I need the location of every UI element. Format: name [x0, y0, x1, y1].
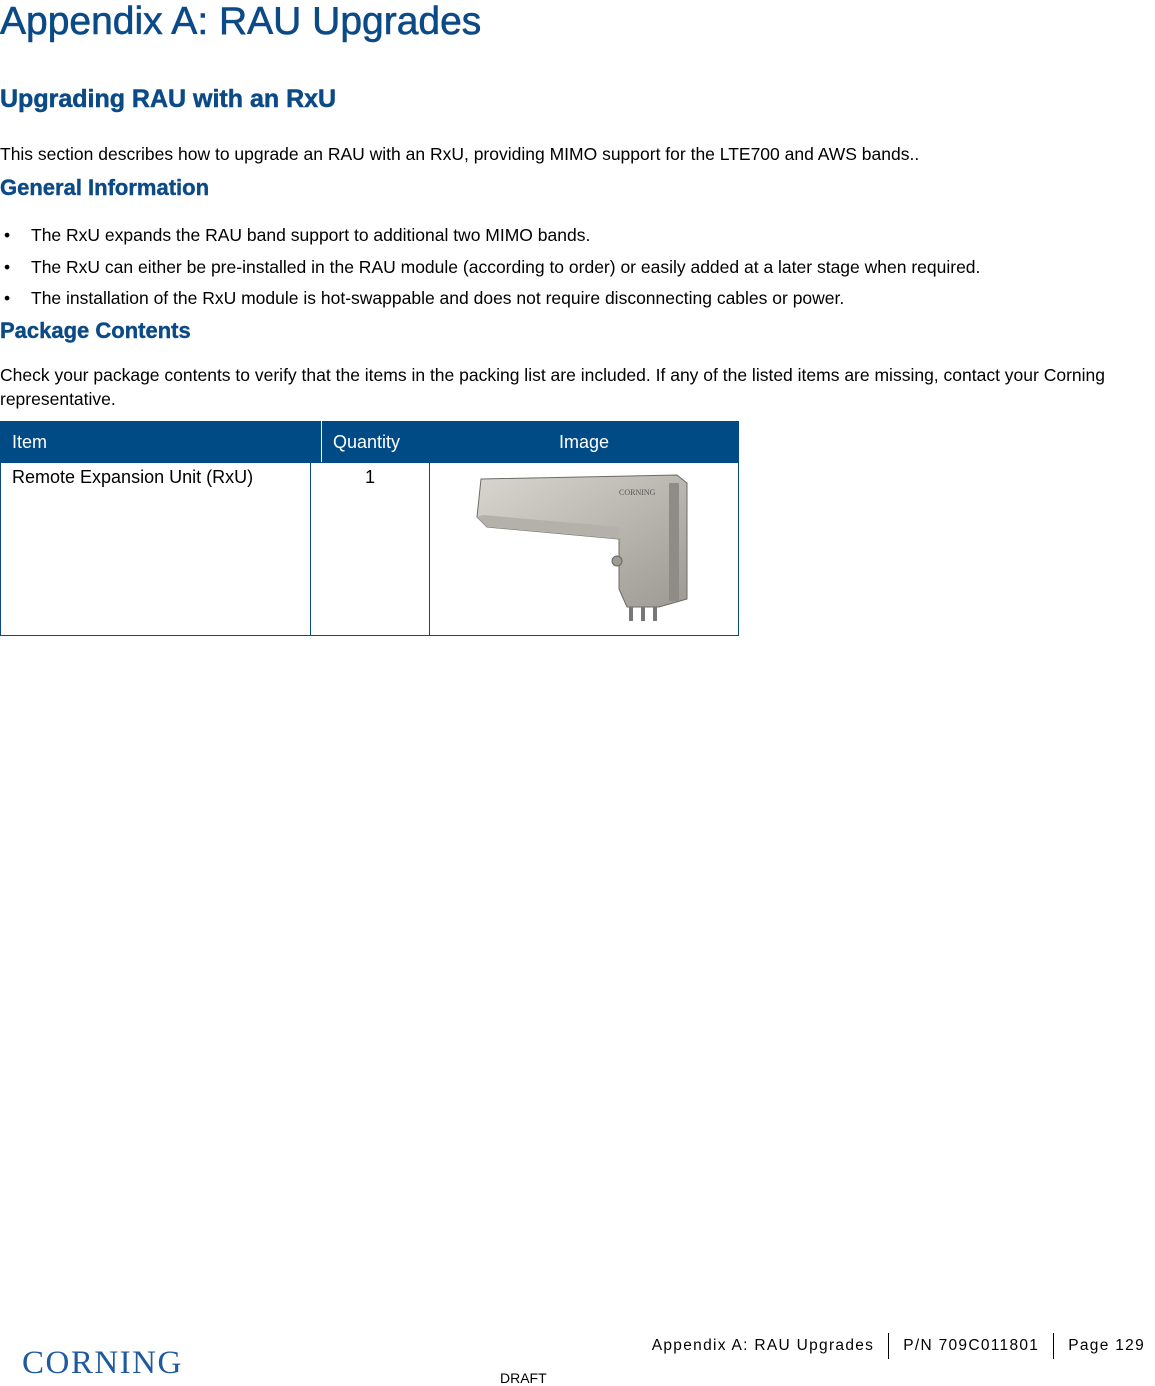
- table-row: [1, 463, 739, 636]
- bullet-icon: •: [4, 256, 11, 277]
- package-table: [0, 421, 739, 636]
- header-quantity: Quantity: [322, 422, 430, 463]
- cell-quantity: 1: [311, 463, 430, 636]
- bullet-icon: •: [4, 225, 11, 245]
- draft-label: DRAFT: [500, 1370, 547, 1386]
- list-item: • The RxU expands the RAU band support to additional two MIMO bands.: [0, 220, 980, 252]
- cell-item: Remote Expansion Unit (RxU): [1, 463, 311, 636]
- header-separator: [311, 422, 322, 463]
- general-bullet-list: [0, 220, 980, 315]
- header-image: Image: [430, 422, 739, 463]
- footer-section: Appendix A: RAU Upgrades: [651, 1337, 875, 1354]
- footer-part-number: P/N 709C011801: [903, 1337, 1040, 1354]
- intro-text: This section describes how to upgrade an RAU with an RxU, providing MIMO support for the LTE700 and AWS bands..: [0, 144, 920, 164]
- footer-divider: [1053, 1333, 1054, 1359]
- list-item: • The installation of the RxU module is hot-swappable and does not require disconnecting cables or power.: [0, 283, 980, 315]
- rxu-unit-image: [469, 469, 699, 621]
- bullet-icon: •: [4, 288, 11, 308]
- package-text: Check your package contents to verify that the items in the packing list are included. If any of the listed items are missing, contact your Corning representative.: [0, 365, 1105, 409]
- list-item: • The RxU can either be pre-installed in the RAU module (according to order) or easily added at a later stage when required.: [0, 252, 980, 284]
- header-item: Item: [1, 422, 311, 463]
- corning-logo: CORNING: [22, 1345, 183, 1381]
- general-heading: General Information: [0, 175, 210, 200]
- table-header-row: [1, 422, 739, 463]
- page-title: Appendix A: RAU Upgrades: [0, 0, 482, 43]
- footer-page-number: Page 129: [1068, 1337, 1145, 1354]
- cell-image: [430, 463, 739, 636]
- rxu-label: CORNING: [619, 488, 656, 497]
- section-title: Upgrading RAU with an RxU: [0, 85, 337, 113]
- footer: [652, 1333, 1145, 1359]
- footer-divider: [888, 1333, 889, 1359]
- package-heading: Package Contents: [0, 318, 191, 343]
